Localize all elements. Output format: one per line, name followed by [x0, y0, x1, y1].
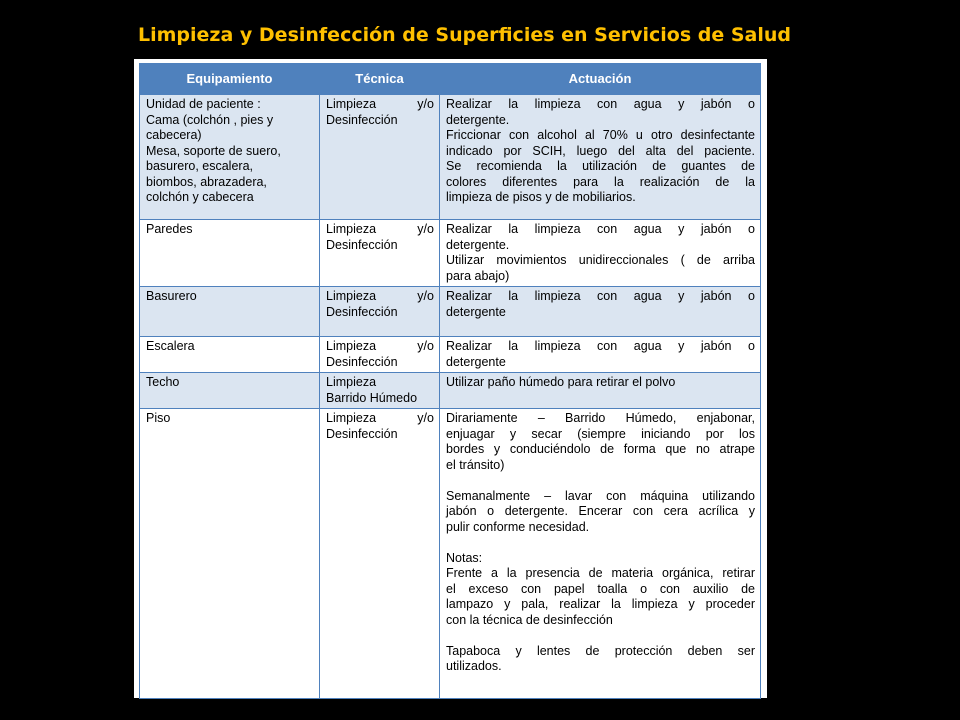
cell-text-line: Limpieza y/o: [326, 339, 434, 353]
cell-text-line: Utilizar movimientos unidireccionales ( de arriba: [446, 253, 755, 267]
cell-text-line: para abajo): [446, 268, 510, 283]
cell-equipamiento: [140, 220, 320, 287]
cell-text-line: Se recomienda la utilización de guantes de: [446, 159, 755, 173]
cell-equipamiento: [140, 337, 320, 373]
cell-text-line: Desinfección: [326, 354, 398, 369]
table-header-row: [140, 64, 761, 95]
blank-line: [446, 473, 755, 489]
cell-text-line: Realizar la limpieza con agua y jabón o: [446, 339, 755, 353]
cell-text-line: Escalera: [146, 339, 195, 353]
cell-text-line: pulir conforme necesidad.: [446, 519, 590, 534]
cell-actuacion: [440, 409, 761, 699]
cell-text-line: Limpieza y/o: [326, 411, 434, 425]
cell-text-line: Desinfección: [326, 112, 398, 127]
cell-actuacion: [440, 373, 761, 409]
cleaning-table: [139, 63, 761, 699]
cell-text-line: con la técnica de desinfección: [446, 612, 613, 627]
table-row: [140, 337, 761, 373]
cell-text-line: Limpieza: [326, 375, 377, 389]
cell-text-line: indicado por SCIH, luego del alta del paciente.: [446, 143, 755, 158]
header-tecnica: Técnica: [320, 64, 440, 95]
cell-text-line: el exceso con papel toalla o con auxilio de: [446, 581, 755, 596]
cell-text-line: Utilizar paño húmedo para retirar el polvo: [446, 375, 676, 389]
table-row: [140, 287, 761, 337]
table-row: [140, 409, 761, 699]
cell-text-line: Realizar la limpieza con agua y jabón o: [446, 97, 755, 111]
cell-text-line: limpieza de pisos y de mobiliarios.: [446, 190, 636, 204]
cell-tecnica: [320, 373, 440, 409]
cell-tecnica: [320, 337, 440, 373]
cell-text-line: Basurero: [146, 289, 197, 303]
slide-title: Limpieza y Desinfección de Superficies en Servicios de Salud: [138, 24, 792, 46]
blank-line: [446, 535, 755, 551]
cell-text-line: Limpieza y/o: [326, 222, 434, 236]
cell-text-line: Notas:: [446, 550, 483, 565]
cell-text-line: Dirariamente – Barrido Húmedo, enjabonar,: [446, 411, 755, 425]
cell-actuacion: [440, 220, 761, 287]
cell-text-line: detergente: [446, 354, 506, 369]
cell-tecnica: [320, 220, 440, 287]
document-sheet: [134, 59, 767, 698]
cell-text-line: Tapaboca y lentes de protección deben ser: [446, 643, 755, 658]
cell-equipamiento: [140, 409, 320, 699]
cell-text-line: Paredes: [146, 222, 193, 236]
cell-text-line: detergente: [446, 304, 506, 319]
cell-text-line: Mesa, soporte de suero,: [146, 143, 281, 158]
header-actuacion: Actuación: [440, 64, 761, 95]
cell-text-line: colchón y cabecera: [146, 190, 254, 204]
cell-equipamiento: [140, 287, 320, 337]
cell-text-line: Cama (colchón , pies y: [146, 112, 274, 127]
cell-text-line: detergente.: [446, 237, 510, 252]
cell-text-line: Limpieza y/o: [326, 97, 434, 111]
table-row: [140, 220, 761, 287]
cell-text-line: Limpieza y/o: [326, 289, 434, 303]
cell-text-line: Frente a la presencia de materia orgánica, retirar: [446, 566, 755, 580]
cell-text-line: colores diferentes para la realización de la: [446, 174, 755, 189]
cell-text-line: detergente.: [446, 112, 510, 127]
table-row: [140, 95, 761, 220]
cell-text-line: Desinfección: [326, 426, 398, 441]
cell-actuacion: [440, 287, 761, 337]
cell-text-line: Techo: [146, 375, 180, 389]
cell-text-line: Realizar la limpieza con agua y jabón o: [446, 289, 755, 303]
cell-text-line: Desinfección: [326, 304, 398, 319]
cell-text-line: Unidad de paciente :: [146, 97, 261, 111]
cell-actuacion: [440, 95, 761, 220]
cell-equipamiento: [140, 373, 320, 409]
cell-text-line: Desinfección: [326, 237, 398, 252]
table-row: [140, 373, 761, 409]
cell-text-line: cabecera): [146, 128, 202, 142]
cell-text-line: Friccionar con alcohol al 70% u otro desinfectante: [446, 128, 755, 142]
cell-text-line: lampazo y pala, realizar la limpieza y proceder: [446, 597, 755, 611]
header-equipamiento: Equipamiento: [140, 64, 320, 95]
cell-text-line: Semanalmente – lavar con máquina utilizando: [446, 488, 755, 503]
cell-text-line: el tránsito): [446, 457, 505, 472]
blank-line: [446, 628, 755, 644]
cell-text-line: bordes y conduciéndolo de forma que no atrape: [446, 442, 755, 456]
cell-text-line: Piso: [146, 411, 171, 425]
cell-text-line: biombos, abrazadera,: [146, 174, 267, 189]
cell-equipamiento: [140, 95, 320, 220]
cell-text-line: basurero, escalera,: [146, 159, 254, 173]
cell-tecnica: [320, 409, 440, 699]
cell-text-line: jabón o detergente. Encerar con cera acrílica y: [446, 504, 755, 518]
cell-text-line: Barrido Húmedo: [326, 390, 418, 405]
cell-actuacion: [440, 337, 761, 373]
cell-tecnica: [320, 287, 440, 337]
cell-text-line: utilizados.: [446, 659, 502, 673]
cell-text-line: enjuagar y secar (siempre iniciando por los: [446, 426, 755, 441]
cell-tecnica: [320, 95, 440, 220]
cell-text-line: Realizar la limpieza con agua y jabón o: [446, 222, 755, 236]
